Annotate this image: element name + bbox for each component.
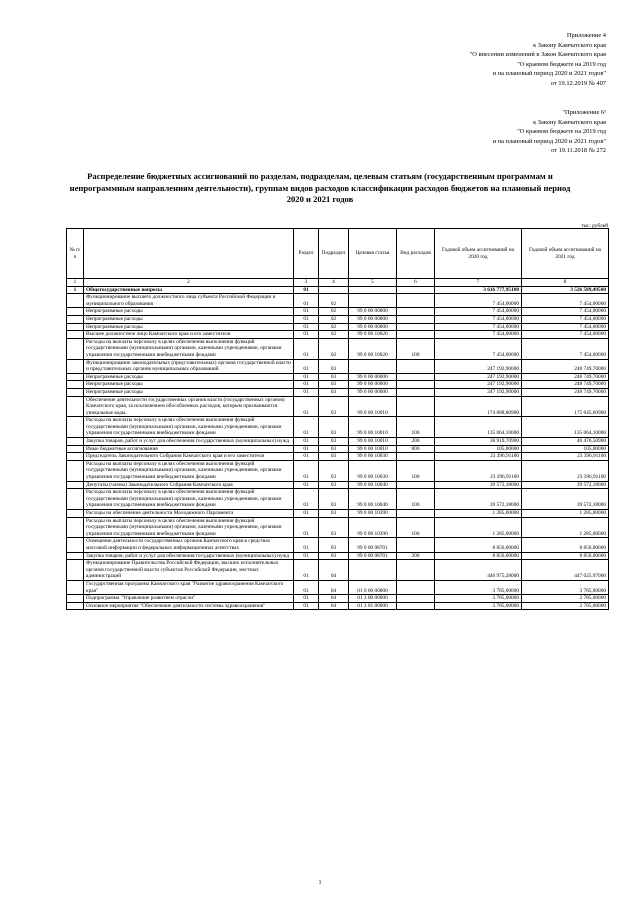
expense-type-cell — [397, 359, 435, 373]
table-row — [67, 294, 609, 308]
target-article-cell: 99 0 00 10010 — [349, 438, 397, 446]
target-article-cell: 99 0 00 98701 — [349, 552, 397, 560]
podrazdel-cell: 03 — [319, 552, 349, 560]
razdel-cell: 01 — [294, 517, 319, 538]
expense-type-cell — [397, 560, 435, 581]
target-article-cell: 99 0 00 98701 — [349, 538, 397, 552]
table-row — [67, 286, 609, 294]
table-body — [67, 286, 609, 610]
amount-2020-cell: 7 454,00000 — [435, 323, 522, 331]
appendix-original-header-line: от 19.11.2018 № 272 — [551, 147, 606, 155]
col-header-expense-type: Вид расходов — [397, 229, 435, 279]
row-name-cell: Расходы на выплаты персоналу в целях обеспечения выполнения функций государственными (муниципальными) органами, казенными учреждениями, органами управления государственными внебюджетными фондами — [84, 338, 294, 359]
amount-2021-cell: 248 749,70000 — [522, 381, 609, 389]
expense-type-cell — [397, 381, 435, 389]
target-article-cell: 99 0 00 10390 — [349, 517, 397, 538]
row-name-cell: Непрограммные расходы — [84, 388, 294, 396]
row-number-cell: 1 — [67, 286, 84, 294]
expense-type-cell: 200 — [397, 552, 435, 560]
row-number-cell — [67, 359, 84, 373]
podrazdel-cell: 02 — [319, 308, 349, 316]
row-name-cell: Высшее должностное лицо Камчатского края и его заместители — [84, 331, 294, 339]
podrazdel-cell: 02 — [319, 338, 349, 359]
units-label: тыс. рублей — [581, 223, 608, 229]
row-number-cell — [67, 489, 84, 510]
col-header-name — [84, 229, 294, 279]
expense-type-cell: 100 — [397, 489, 435, 510]
razdel-cell: 01 — [294, 359, 319, 373]
razdel-cell: 01 — [294, 538, 319, 552]
row-number-cell — [67, 396, 84, 417]
row-number-cell — [67, 517, 84, 538]
appendix-original-header-line: к Закону Камчатского края — [533, 118, 606, 126]
target-article-cell — [349, 294, 397, 308]
table-row — [67, 388, 609, 396]
appendix-header-line: от 19.12.2019 № 407 — [550, 79, 606, 87]
col-number: 7 — [435, 279, 522, 287]
row-name-cell: Закупка товаров, работ и услуг для обеспечения государственных (муниципальных) нужд — [84, 552, 294, 560]
target-article-cell: 99 0 00 10010 — [349, 417, 397, 438]
table-row — [67, 538, 609, 552]
amount-2020-cell: 247 192,90000 — [435, 373, 522, 381]
razdel-cell: 01 — [294, 580, 319, 594]
row-name-cell: Непрограммные расходы — [84, 381, 294, 389]
col-header-razdel: Раздел — [294, 229, 319, 279]
podrazdel-cell: 03 — [319, 373, 349, 381]
row-number-cell — [67, 510, 84, 518]
table-row — [67, 595, 609, 603]
podrazdel-cell: 04 — [319, 580, 349, 594]
amount-2021-cell: 7 454,00000 — [522, 323, 609, 331]
razdel-cell: 01 — [294, 308, 319, 316]
razdel-cell: 01 — [294, 595, 319, 603]
amount-2020-cell: 1 285,00000 — [435, 517, 522, 538]
podrazdel-cell: 03 — [319, 517, 349, 538]
row-number-cell — [67, 315, 84, 323]
podrazdel-cell: 03 — [319, 460, 349, 481]
expense-type-cell — [397, 388, 435, 396]
table-row — [67, 323, 609, 331]
amount-2021-cell: 40 476,50900 — [522, 438, 609, 446]
razdel-cell: 01 — [294, 396, 319, 417]
table-row — [67, 438, 609, 446]
amount-2021-cell: 3 526 589,49500 — [522, 286, 609, 294]
row-number-cell — [67, 373, 84, 381]
row-name-cell: Депутаты (члены) Законодательного Собрания Камчатского края — [84, 481, 294, 489]
appendix-header-line: "О краевом бюджете на 2019 год — [517, 60, 606, 68]
table-row — [67, 460, 609, 481]
amount-2020-cell: 8 850,00000 — [435, 552, 522, 560]
amount-2021-cell: 7 454,00000 — [522, 308, 609, 316]
row-name-cell: Освещение деятельности государственных органов Камчатского края в средствах массовой информации и федеральных информационных агентствах — [84, 538, 294, 552]
appendix-header-line: Приложение 4 — [566, 32, 606, 39]
target-article-cell: 01 3 01 00000 — [349, 602, 397, 610]
amount-2020-cell: 8 850,00000 — [435, 538, 522, 552]
target-article-cell: 01 0 00 00000 — [349, 580, 397, 594]
amount-2021-cell: 39 572,18000 — [522, 481, 609, 489]
appendix-header-line: "О внесении изменений в Закон Камчатского края — [469, 51, 606, 59]
table-row — [67, 381, 609, 389]
podrazdel-cell: 03 — [319, 510, 349, 518]
amount-2021-cell: 248 749,70000 — [522, 388, 609, 396]
amount-2021-cell: 3 785,00000 — [522, 595, 609, 603]
amount-2021-cell: 23 396,91100 — [522, 453, 609, 461]
row-name-cell: Общегосударственные вопросы — [84, 286, 294, 294]
row-number-cell — [67, 580, 84, 594]
amount-2020-cell: 38 919,70900 — [435, 438, 522, 446]
table-row — [67, 359, 609, 373]
razdel-cell: 01 — [294, 552, 319, 560]
podrazdel-cell: 03 — [319, 438, 349, 446]
podrazdel-cell — [319, 286, 349, 294]
amount-2021-cell: 3 785,00000 — [522, 602, 609, 610]
document-title: Распределение бюджетных ассигнований по разделам, подразделам, целевым статьям (государственным программам и непрограммным направлениям деятельности), группам видов расходов классификации расходов бюджетов на плановый период 2020 и 2021 годов — [69, 171, 571, 205]
amount-2020-cell: 247 192,90000 — [435, 359, 522, 373]
podrazdel-cell: 03 — [319, 381, 349, 389]
amount-2020-cell: 39 572,18000 — [435, 481, 522, 489]
amount-2020-cell: 23 396,91100 — [435, 460, 522, 481]
col-number: 5 — [349, 279, 397, 287]
podrazdel-cell: 02 — [319, 331, 349, 339]
target-article-cell: 99 0 00 00000 — [349, 323, 397, 331]
row-name-cell: Непрограммные расходы — [84, 315, 294, 323]
amount-2021-cell: 7 454,00000 — [522, 338, 609, 359]
table-row — [67, 373, 609, 381]
row-name-cell: Расходы на выплаты персоналу в целях обеспечения выполнения функций государственными (муниципальными) органами, казенными учреждениями, органами управления государственными внебюджетными фондами — [84, 517, 294, 538]
expense-type-cell — [397, 373, 435, 381]
expense-type-cell — [397, 510, 435, 518]
appendix-original-header-line: и на плановый период 2020 и 2021 годов" — [492, 137, 606, 145]
row-name-cell: Обеспечение деятельности государственных органов власти (государственных органов) Камчатского края, за исключением обособленных расходов, которым присваиваются уникальные коды, — [84, 396, 294, 417]
expense-type-cell — [397, 580, 435, 594]
amount-2020-cell: 3 785,00000 — [435, 580, 522, 594]
podrazdel-cell: 04 — [319, 595, 349, 603]
amount-2020-cell: 7 454,00000 — [435, 294, 522, 308]
amount-2020-cell: 105,00000 — [435, 445, 522, 453]
row-name-cell: Государственная программа Камчатского края "Развитие здравоохранения Камчатского края" — [84, 580, 294, 594]
target-article-cell: 99 0 00 10030 — [349, 453, 397, 461]
amount-2021-cell: 105,00000 — [522, 445, 609, 453]
amount-2020-cell: 23 396,91100 — [435, 453, 522, 461]
expense-type-cell — [397, 315, 435, 323]
razdel-cell: 01 — [294, 489, 319, 510]
table-row — [67, 602, 609, 610]
expense-type-cell — [397, 286, 435, 294]
col-number: 6 — [397, 279, 435, 287]
target-article-cell: 01 3 00 00000 — [349, 595, 397, 603]
podrazdel-cell: 02 — [319, 315, 349, 323]
target-article-cell: 99 0 00 10030 — [349, 460, 397, 481]
row-name-cell: Закупка товаров, работ и услуг для обеспечения государственных (муниципальных) нужд — [84, 438, 294, 446]
amount-2020-cell: 3 785,00000 — [435, 602, 522, 610]
amount-2020-cell: 135 064,10000 — [435, 417, 522, 438]
amount-2020-cell: 7 454,00000 — [435, 315, 522, 323]
row-number-cell — [67, 560, 84, 581]
podrazdel-cell: 03 — [319, 453, 349, 461]
expense-type-cell — [397, 396, 435, 417]
appendix-original-header-line: "О краевом бюджете на 2019 год — [517, 128, 606, 136]
razdel-cell: 01 — [294, 338, 319, 359]
table-row — [67, 552, 609, 560]
row-name-cell: Расходы на выплаты персоналу в целях обеспечения выполнения функций государственными (муниципальными) органами, казенными учреждениями, органами управления государственными внебюджетными фондами — [84, 417, 294, 438]
target-article-cell: 99 0 00 00000 — [349, 388, 397, 396]
row-number-cell — [67, 294, 84, 308]
expense-type-cell — [397, 323, 435, 331]
row-name-cell: Непрограммные расходы — [84, 308, 294, 316]
row-number-cell — [67, 445, 84, 453]
expense-type-cell — [397, 308, 435, 316]
col-number: 1 — [67, 279, 84, 287]
table-row — [67, 517, 609, 538]
table-row — [67, 481, 609, 489]
amount-2020-cell: 1 285,00000 — [435, 510, 522, 518]
amount-2021-cell: 447 025,97000 — [522, 560, 609, 581]
amount-2021-cell: 248 749,70000 — [522, 359, 609, 373]
table-row — [67, 331, 609, 339]
razdel-cell: 01 — [294, 560, 319, 581]
row-name-cell: Расходы на выплаты персоналу в целях обеспечения выполнения функций государственными (муниципальными) органами, казенными учреждениями, органами управления государственными внебюджетными фондами — [84, 460, 294, 481]
row-number-cell — [67, 388, 84, 396]
col-header-target: Целевая статья — [349, 229, 397, 279]
amount-2021-cell: 248 749,70000 — [522, 373, 609, 381]
expense-type-cell: 100 — [397, 417, 435, 438]
col-header-2020: Годовой объем ассигнований на 2020 год — [435, 229, 522, 279]
table-row — [67, 510, 609, 518]
appendix-original-header-line: "Приложение 6¹ — [562, 109, 606, 116]
row-number-cell — [67, 552, 84, 560]
razdel-cell: 01 — [294, 460, 319, 481]
expense-type-cell: 100 — [397, 460, 435, 481]
expense-type-cell — [397, 294, 435, 308]
razdel-cell: 01 — [294, 286, 319, 294]
podrazdel-cell: 03 — [319, 388, 349, 396]
row-name-cell: Иные бюджетные ассигнования — [84, 445, 294, 453]
amount-2020-cell: 3 785,00000 — [435, 595, 522, 603]
razdel-cell: 01 — [294, 481, 319, 489]
target-article-cell: 99 0 00 10020 — [349, 338, 397, 359]
podrazdel-cell: 03 — [319, 481, 349, 489]
row-name-cell: Подпрограмма "Управление развитием отрасли" — [84, 595, 294, 603]
amount-2020-cell: 7 454,00000 — [435, 308, 522, 316]
table-row — [67, 580, 609, 594]
amount-2020-cell: 3 616 777,95100 — [435, 286, 522, 294]
col-number: 2 — [84, 279, 294, 287]
col-number: 4 — [319, 279, 349, 287]
col-header-2021: Годовой объем ассигнований на 2021 год — [522, 229, 609, 279]
page-number: 1 — [318, 880, 322, 886]
podrazdel-cell: 04 — [319, 602, 349, 610]
expense-type-cell — [397, 538, 435, 552]
razdel-cell: 01 — [294, 388, 319, 396]
table-row — [67, 445, 609, 453]
row-number-cell — [67, 381, 84, 389]
row-number-cell — [67, 417, 84, 438]
razdel-cell: 01 — [294, 331, 319, 339]
table-row — [67, 560, 609, 581]
expense-type-cell — [397, 331, 435, 339]
amount-2021-cell: 39 572,18000 — [522, 489, 609, 510]
appendix-header-line: и на плановый период 2020 и 2021 годов" — [492, 70, 606, 78]
podrazdel-cell: 02 — [319, 294, 349, 308]
podrazdel-cell: 03 — [319, 445, 349, 453]
column-number-row — [67, 279, 609, 287]
table-row — [67, 396, 609, 417]
podrazdel-cell: 03 — [319, 396, 349, 417]
razdel-cell: 01 — [294, 510, 319, 518]
amount-2021-cell: 7 454,00000 — [522, 294, 609, 308]
target-article-cell: 99 0 00 10040 — [349, 489, 397, 510]
row-number-cell — [67, 308, 84, 316]
razdel-cell: 01 — [294, 315, 319, 323]
table-header-row — [67, 229, 609, 279]
target-article-cell: 99 0 00 10390 — [349, 510, 397, 518]
table-row — [67, 338, 609, 359]
row-number-cell — [67, 453, 84, 461]
amount-2020-cell: 39 572,18000 — [435, 489, 522, 510]
expense-type-cell: 200 — [397, 438, 435, 446]
table-row — [67, 489, 609, 510]
col-header-num: № п/п — [67, 229, 84, 279]
target-article-cell: 99 0 00 00000 — [349, 315, 397, 323]
row-number-cell — [67, 481, 84, 489]
col-header-podrazdel: Подраздел — [319, 229, 349, 279]
amount-2020-cell: 174 088,80900 — [435, 396, 522, 417]
razdel-cell: 01 — [294, 294, 319, 308]
expense-type-cell — [397, 595, 435, 603]
amount-2021-cell: 3 785,00000 — [522, 580, 609, 594]
target-article-cell: 99 0 00 10040 — [349, 481, 397, 489]
row-name-cell: Функционирование высшего должностного лица субъекта Российской Федерации и муниципального образования — [84, 294, 294, 308]
target-article-cell: 99 0 00 00000 — [349, 381, 397, 389]
target-article-cell — [349, 359, 397, 373]
amount-2021-cell: 1 285,00000 — [522, 510, 609, 518]
amount-2021-cell: 135 064,10000 — [522, 417, 609, 438]
row-name-cell: Председатель Законодательного Собрания Камчатского края и его заместители — [84, 453, 294, 461]
row-name-cell: Непрограммные расходы — [84, 323, 294, 331]
row-name-cell: Функционирование Правительства Российской Федерации, высших исполнительных органов государственной власти субъектов Российской Федерации, местных администраций — [84, 560, 294, 581]
razdel-cell: 01 — [294, 373, 319, 381]
row-number-cell — [67, 538, 84, 552]
razdel-cell: 01 — [294, 438, 319, 446]
row-number-cell — [67, 595, 84, 603]
appendix-original-header — [493, 108, 606, 156]
amount-2021-cell: 8 850,00000 — [522, 552, 609, 560]
podrazdel-cell: 03 — [319, 417, 349, 438]
expense-type-cell — [397, 453, 435, 461]
row-number-cell — [67, 602, 84, 610]
expense-type-cell — [397, 481, 435, 489]
col-number: 8 — [522, 279, 609, 287]
razdel-cell: 01 — [294, 602, 319, 610]
target-article-cell: 99 0 00 10010 — [349, 396, 397, 417]
row-name-cell: Функционирование законодательных (представительных) органов государственной власти и представительных органов муниципальных образований — [84, 359, 294, 373]
appendix-header — [470, 31, 606, 89]
table-row — [67, 315, 609, 323]
amount-2021-cell: 175 645,60900 — [522, 396, 609, 417]
podrazdel-cell: 04 — [319, 560, 349, 581]
expense-type-cell: 100 — [397, 338, 435, 359]
target-article-cell: 99 0 00 00000 — [349, 308, 397, 316]
appendix-header-line: к Закону Камчатского края — [533, 41, 606, 49]
row-name-cell: Основное мероприятие "Обеспечение деятельности системы здравоохранения" — [84, 602, 294, 610]
razdel-cell: 01 — [294, 381, 319, 389]
expense-type-cell: 100 — [397, 517, 435, 538]
amount-2020-cell: 7 454,00000 — [435, 331, 522, 339]
target-article-cell: 99 0 00 10010 — [349, 445, 397, 453]
amount-2020-cell: 7 454,00000 — [435, 338, 522, 359]
col-number: 3 — [294, 279, 319, 287]
target-article-cell: 99 0 00 10020 — [349, 331, 397, 339]
row-name-cell: Непрограммные расходы — [84, 373, 294, 381]
budget-table — [66, 228, 609, 610]
podrazdel-cell: 03 — [319, 489, 349, 510]
amount-2021-cell: 23 396,91100 — [522, 460, 609, 481]
table-row — [67, 417, 609, 438]
table-row — [67, 308, 609, 316]
amount-2020-cell: 247 192,90000 — [435, 388, 522, 396]
amount-2020-cell: 446 975,28000 — [435, 560, 522, 581]
row-number-cell — [67, 460, 84, 481]
row-number-cell — [67, 331, 84, 339]
row-number-cell — [67, 338, 84, 359]
amount-2020-cell: 247 192,90000 — [435, 381, 522, 389]
target-article-cell — [349, 286, 397, 294]
podrazdel-cell: 03 — [319, 538, 349, 552]
row-number-cell — [67, 323, 84, 331]
amount-2021-cell: 7 454,00000 — [522, 331, 609, 339]
amount-2021-cell: 8 850,00000 — [522, 538, 609, 552]
razdel-cell: 01 — [294, 445, 319, 453]
row-name-cell: Расходы на выплаты персоналу в целях обеспечения выполнения функций государственными (муниципальными) органами, казенными учреждениями, органами управления государственными внебюджетными фондами — [84, 489, 294, 510]
podrazdel-cell: 02 — [319, 323, 349, 331]
target-article-cell — [349, 560, 397, 581]
amount-2021-cell: 1 285,00000 — [522, 517, 609, 538]
row-name-cell: Расходы на обеспечение деятельности Молодежного Парламента — [84, 510, 294, 518]
expense-type-cell — [397, 602, 435, 610]
expense-type-cell: 800 — [397, 445, 435, 453]
podrazdel-cell: 03 — [319, 359, 349, 373]
target-article-cell: 99 0 00 00000 — [349, 373, 397, 381]
razdel-cell: 01 — [294, 417, 319, 438]
razdel-cell: 01 — [294, 323, 319, 331]
table-row — [67, 453, 609, 461]
razdel-cell: 01 — [294, 453, 319, 461]
row-number-cell — [67, 438, 84, 446]
amount-2021-cell: 7 454,00000 — [522, 315, 609, 323]
